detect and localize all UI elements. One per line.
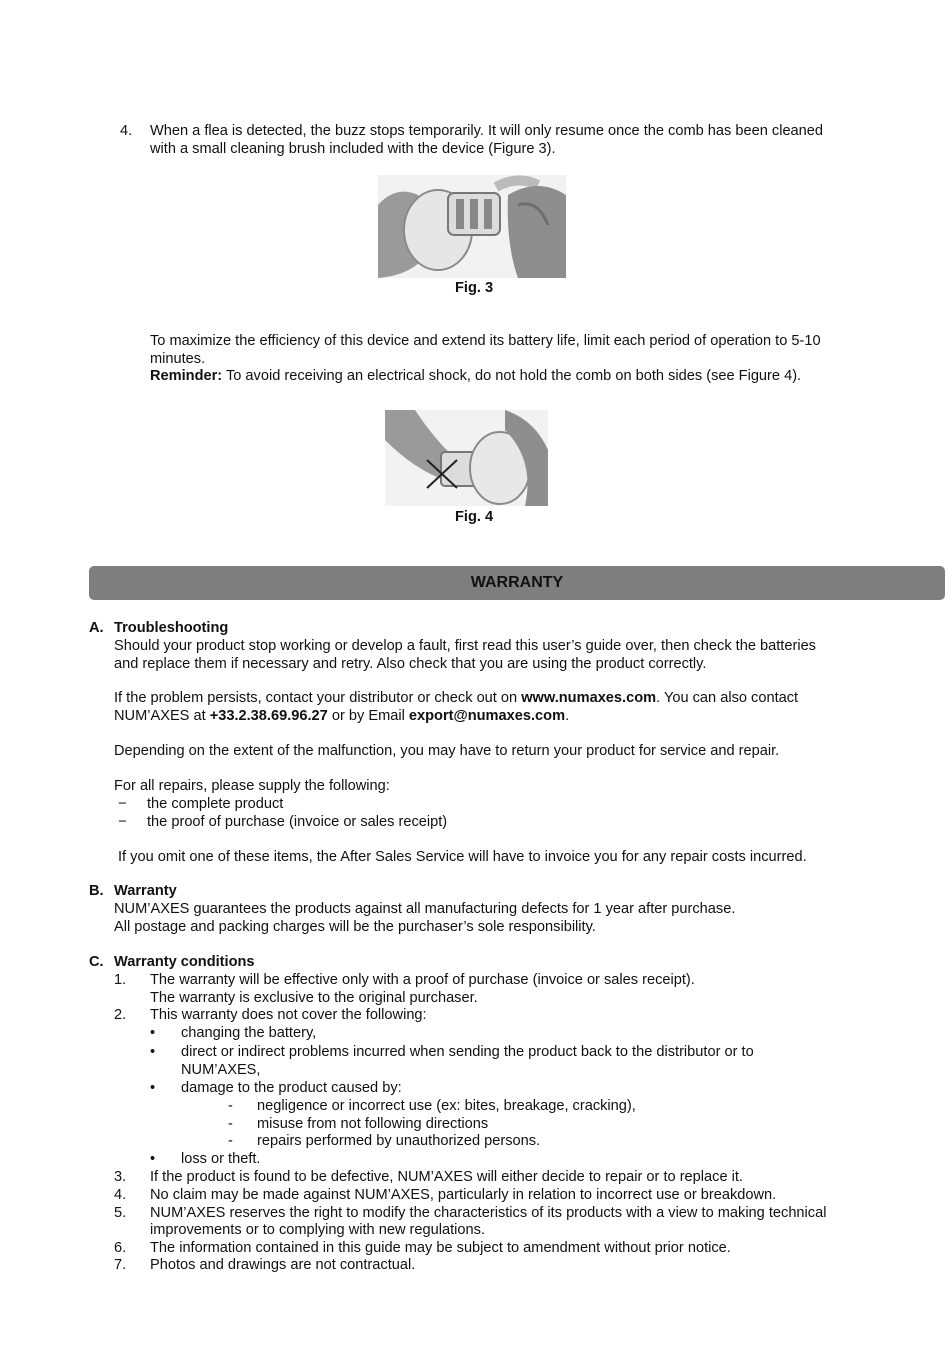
contact-text-3: NUM’AXES at bbox=[114, 708, 210, 724]
sub-dash-marker: - bbox=[228, 1116, 233, 1132]
section-a-heading: Troubleshooting bbox=[114, 620, 229, 636]
condition-7-line: Photos and drawings are not contractual. bbox=[150, 1257, 416, 1273]
section-c-heading: Warranty conditions bbox=[114, 954, 255, 970]
sub-item: misuse from not following directions bbox=[257, 1116, 489, 1132]
condition-6-line: The information contained in this guide may be subject to amendment without prior notice. bbox=[150, 1240, 731, 1256]
condition-3-line: If the product is found to be defective, NUM’AXES will either decide to repair or to replace it. bbox=[150, 1169, 743, 1185]
period: . bbox=[565, 708, 570, 724]
section-a-p2-line-2 bbox=[114, 708, 569, 726]
bullet-item: damage to the product caused by: bbox=[181, 1080, 402, 1096]
sub-dash-marker: - bbox=[228, 1098, 233, 1114]
bullet-marker: • bbox=[150, 1025, 156, 1041]
condition-5-line-1: NUM’AXES reserves the right to modify the characteristics of its products with a view to making technical bbox=[150, 1205, 827, 1221]
bullet-item: direct or indirect problems incurred when sending the product back to the distributor or to bbox=[181, 1044, 754, 1060]
bullet-item: changing the battery, bbox=[181, 1025, 317, 1041]
list-number: 7. bbox=[114, 1257, 127, 1273]
section-b-line-1: NUM’AXES guarantees the products against all manufacturing defects for 1 year after purchase. bbox=[114, 901, 736, 917]
hands-device-icon bbox=[378, 175, 566, 278]
efficiency-line-1: To maximize the efficiency of this device and extend its battery life, limit each period of operation to 5-10 bbox=[150, 333, 821, 349]
section-a-p1-line-1: Should your product stop working or develop a fault, first read this user’s guide over, then check the batteries bbox=[114, 638, 816, 654]
sub-item: negligence or incorrect use (ex: bites, breakage, cracking), bbox=[257, 1098, 636, 1114]
list-number: 3. bbox=[114, 1169, 127, 1185]
list-item: the complete product bbox=[147, 796, 284, 812]
dash-marker: − bbox=[118, 814, 127, 830]
phone-number: +33.2.38.69.96.27 bbox=[209, 708, 328, 724]
contact-text-4: or by Email bbox=[327, 708, 409, 724]
section-a-p1-line-2: and replace them if necessary and retry. Also check that you are using the product correctly. bbox=[114, 656, 707, 672]
list-number: 1. bbox=[114, 972, 127, 988]
list-number: 4. bbox=[120, 123, 133, 139]
list-item: the proof of purchase (invoice or sales receipt) bbox=[147, 814, 448, 830]
section-c-letter: C. bbox=[89, 954, 104, 970]
list-number: 4. bbox=[114, 1187, 127, 1203]
bullet-marker: • bbox=[150, 1151, 156, 1167]
hands-device-warning-icon bbox=[385, 410, 548, 506]
sub-item: repairs performed by unauthorized persons. bbox=[257, 1133, 541, 1149]
section-a-p4: For all repairs, please supply the following: bbox=[114, 778, 390, 794]
list-number: 2. bbox=[114, 1007, 127, 1023]
figure-3-caption: Fig. 3 bbox=[455, 280, 494, 296]
contact-text: If the problem persists, contact your distributor or check out on bbox=[114, 690, 522, 706]
bullet-item-continued: NUM’AXES, bbox=[181, 1062, 261, 1078]
intro-line-2: with a small cleaning brush included with the device (Figure 3). bbox=[150, 141, 556, 157]
reminder-line bbox=[150, 368, 801, 386]
bullet-item: loss or theft. bbox=[181, 1151, 261, 1167]
contact-text-2: . You can also contact bbox=[656, 690, 799, 706]
section-b-heading: Warranty bbox=[114, 883, 177, 899]
section-b-letter: B. bbox=[89, 883, 104, 899]
sub-dash-marker: - bbox=[228, 1133, 233, 1149]
figure-3-photo bbox=[378, 175, 566, 278]
section-a-p3: Depending on the extent of the malfunction, you may have to return your product for service and repair. bbox=[114, 743, 780, 759]
intro-line-1: When a flea is detected, the buzz stops temporarily. It will only resume once the comb has been cleaned bbox=[150, 123, 824, 139]
bullet-marker: • bbox=[150, 1044, 156, 1060]
section-a-letter: A. bbox=[89, 620, 104, 636]
section-a-p5: If you omit one of these items, the After Sales Service will have to invoice you for any repair costs incurred. bbox=[118, 849, 807, 865]
condition-5-line-2: improvements or to complying with new regulations. bbox=[150, 1222, 485, 1238]
list-number: 6. bbox=[114, 1240, 127, 1256]
reminder-text: To avoid receiving an electrical shock, do not hold the comb on both sides (see Figure 4). bbox=[222, 368, 802, 384]
section-b-line-2: All postage and packing charges will be the purchaser’s sole responsibility. bbox=[114, 919, 596, 935]
condition-1-line-1: The warranty will be effective only with a proof of purchase (invoice or sales receipt). bbox=[150, 972, 695, 988]
section-a-p2-line-1 bbox=[114, 690, 798, 708]
reminder-label: Reminder: bbox=[150, 368, 223, 384]
email-link[interactable]: export@numaxes.com bbox=[408, 708, 566, 724]
condition-1-line-2: The warranty is exclusive to the original purchaser. bbox=[150, 990, 478, 1006]
bullet-marker: • bbox=[150, 1080, 156, 1096]
figure-4-caption: Fig. 4 bbox=[455, 509, 494, 525]
warranty-title: WARRANTY bbox=[470, 574, 564, 592]
website-link[interactable]: www.numaxes.com bbox=[521, 690, 657, 706]
dash-marker: − bbox=[118, 796, 127, 812]
condition-2-line: This warranty does not cover the following: bbox=[150, 1007, 427, 1023]
list-number: 5. bbox=[114, 1205, 127, 1221]
warranty-banner bbox=[89, 566, 945, 600]
efficiency-line-2: minutes. bbox=[150, 351, 206, 367]
condition-4-line: No claim may be made against NUM’AXES, particularly in relation to incorrect use or breakdown. bbox=[150, 1187, 777, 1203]
figure-4-photo bbox=[385, 410, 548, 506]
